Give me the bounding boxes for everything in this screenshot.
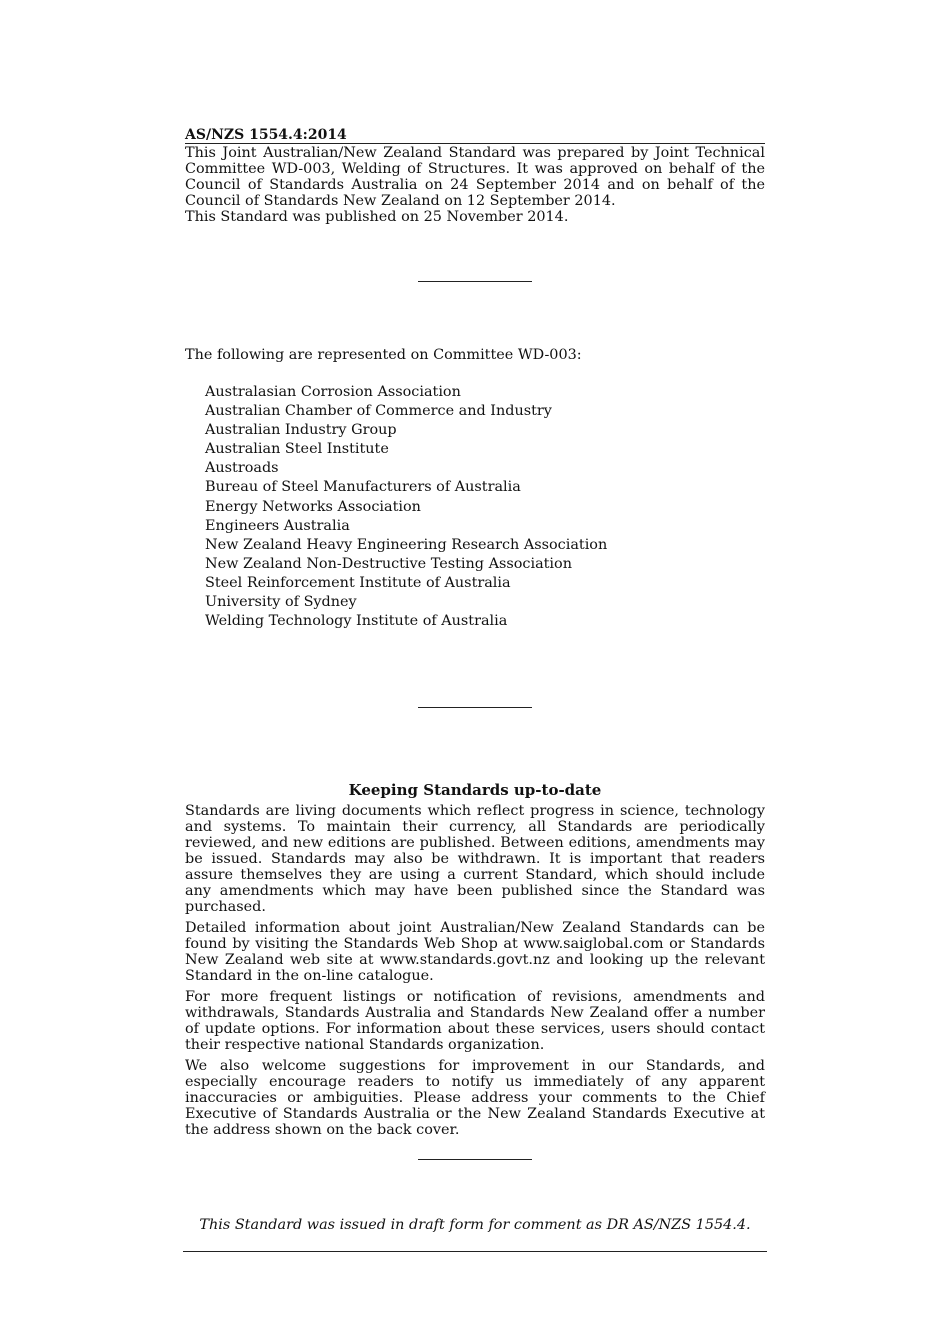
committee-member: Australian Chamber of Commerce and Industry: [205, 403, 552, 420]
publication-date-paragraph: This Standard was published on 25 November 2014.: [185, 209, 569, 225]
committee-member: New Zealand Heavy Engineering Research Association: [205, 536, 608, 553]
body-paragraph: We also welcome suggestions for improvement in our Standards, and especially encourage readers to notify us immediately of any apparent inaccuracies or ambiguities. Please address your comments to the Chief Executive of Standards Australia or the New Zealand Standards Executive at the address shown on the back cover.: [185, 1058, 765, 1138]
committee-member: Welding Technology Institute of Australia: [205, 613, 508, 630]
section-heading: Keeping Standards up-to-date: [348, 781, 602, 799]
committee-member: Australian Industry Group: [205, 422, 397, 439]
committee-member: Energy Networks Association: [205, 498, 421, 515]
committee-member: University of Sydney: [205, 594, 357, 611]
preparation-statement: [185, 145, 765, 225]
committee-intro: The following are represented on Committee WD-003:: [185, 347, 582, 363]
body-paragraph: Detailed information about joint Australian/New Zealand Standards can be found by visiting the Standards Web Shop at www.saiglobal.com or Standards New Zealand web site at www.standards.govt.nz and looking up the relevant Standard in the on-line catalogue.: [185, 920, 765, 984]
committee-member: Australian Steel Institute: [205, 441, 389, 458]
body-paragraph: Standards are living documents which reflect progress in science, technology and systems. To maintain their currency, all Standards are periodically reviewed, and new editions are published. Between editions, amendments may be issued. Standards may also be withdrawn. It is important that readers assure themselves they are using a current Standard, which should include any amendments which may have been published since the Standard was purchased.: [185, 803, 765, 915]
footer-rule: [183, 1251, 767, 1252]
committee-member: Steel Reinforcement Institute of Australia: [205, 574, 511, 591]
committee-member: Bureau of Steel Manufacturers of Australia: [205, 479, 521, 496]
section-divider: [418, 281, 532, 282]
committee-member: Austroads: [205, 460, 279, 477]
committee-member-list: [205, 383, 607, 631]
committee-member: New Zealand Non-Destructive Testing Association: [205, 555, 572, 572]
committee-member: Engineers Australia: [205, 517, 350, 534]
keeping-up-to-date-body: [185, 803, 765, 1143]
committee-member: Australasian Corrosion Association: [205, 384, 461, 400]
section-divider: [418, 707, 532, 708]
body-paragraph: For more frequent listings or notification of revisions, amendments and withdrawals, Standards Australia and Standards New Zealand offer a number of update options. For information about these services, users should contact their respective national Standards organization.: [185, 989, 765, 1053]
draft-note: This Standard was issued in draft form for comment as DR AS/NZS 1554.4.: [199, 1217, 751, 1233]
standard-identifier: AS/NZS 1554.4:2014: [185, 127, 765, 144]
section-divider: [418, 1159, 532, 1160]
preparation-paragraph: This Joint Australian/New Zealand Standard was prepared by Joint Technical Committee WD-003, Welding of Structures. It was approved on behalf of the Council of Standards Australia on 24 September 2014 and on behalf of the Council of Standards New Zealand on 12 September 2014.: [185, 145, 765, 209]
